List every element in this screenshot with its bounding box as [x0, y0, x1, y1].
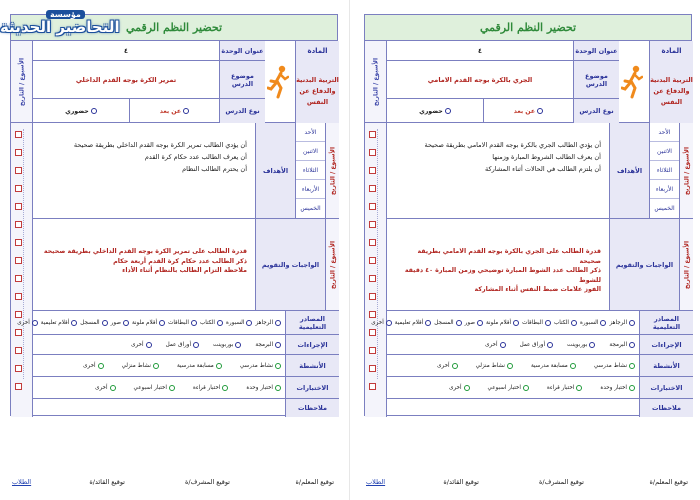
day-wed: الأربعاء: [296, 180, 325, 199]
lesson-row: [33, 61, 265, 99]
radio-icon[interactable]: [91, 108, 97, 114]
day-tue: الثلاثاء: [296, 161, 325, 180]
resources-option[interactable]: [609, 320, 635, 326]
radio-icon[interactable]: [570, 363, 576, 369]
goals-text: [33, 123, 255, 218]
type-inperson-option[interactable]: حضوري: [387, 99, 483, 123]
strategies-option-label: بوربوينت: [213, 341, 234, 348]
plan-title: تحضير النظم الرقمي: [365, 15, 691, 41]
strategies-option[interactable]: [255, 342, 281, 348]
assessment-option[interactable]: [600, 385, 635, 391]
activities-row: [387, 355, 693, 377]
day-thu: الخميس: [654, 205, 675, 212]
header-block: [33, 41, 339, 123]
checkbox[interactable]: [369, 257, 376, 264]
radio-icon[interactable]: [537, 108, 543, 114]
activities-option[interactable]: [531, 363, 576, 369]
checkbox[interactable]: [15, 131, 22, 138]
runner-icon: [619, 47, 645, 117]
strategies-options: [387, 335, 639, 354]
checkbox[interactable]: [369, 293, 376, 300]
plan-title: تحضير النظم الرقمي: [11, 15, 337, 41]
type-remote-option[interactable]: عن بعد: [483, 99, 573, 123]
resources-option[interactable]: [168, 320, 197, 326]
subject-cell: [649, 41, 693, 123]
checkbox[interactable]: [15, 347, 22, 354]
resources-option-label: المسجل: [434, 319, 454, 326]
strategies-label: الإجراءات: [639, 335, 693, 354]
sig-supervisor: توقيع المشرف/ة: [184, 478, 230, 486]
notes-row: [387, 399, 693, 417]
checkbox[interactable]: [15, 329, 22, 336]
radio-icon[interactable]: [571, 320, 577, 326]
resources-option-label: الكتاب: [199, 319, 215, 326]
subject-value: التربية البدنية والدفاع عن النفس: [650, 76, 693, 106]
activities-option-label: نشاط مدرسي: [593, 362, 627, 369]
activities-label: الأنشطة: [639, 355, 693, 376]
duties-row: [33, 219, 339, 311]
days-column: [649, 123, 679, 218]
strategies-options: [33, 335, 285, 354]
lesson-plan-page-1: [360, 4, 694, 496]
brand-logo: [0, 0, 190, 44]
goal-1: أن يؤدي الطالب تمرير الكرة بوجه القدم الداخلي بطريقة صحيحة: [73, 141, 247, 149]
duty-1: قدرة الطالب على تمرير الكرة بوجه القدم الداخلي بطريقة صحيحة: [43, 248, 247, 255]
radio-icon[interactable]: [600, 320, 606, 326]
radio-icon[interactable]: [159, 320, 165, 326]
side-checkboxes: [14, 131, 30, 401]
resources-option-label: المسجل: [80, 319, 100, 326]
duties-label: الواجبات والتقويم: [255, 219, 325, 310]
unit-label: عنوان الوحدة: [573, 41, 619, 60]
resources-option[interactable]: [132, 320, 165, 326]
radio-icon[interactable]: [589, 342, 595, 348]
lesson-label: موضوع الدرس: [219, 61, 265, 98]
assessment-option[interactable]: [449, 385, 469, 391]
checkbox[interactable]: [369, 185, 376, 192]
checkbox[interactable]: [369, 149, 376, 156]
logo-title: التحاضير الحديثة: [0, 18, 120, 36]
assessment-options: [387, 377, 639, 398]
page-divider: [349, 0, 350, 500]
days-column: [295, 123, 325, 218]
resources-option[interactable]: [41, 320, 78, 326]
resources-label: المصادر التعليمية: [639, 311, 693, 334]
assessment-option-label: اختبار وحدة: [246, 384, 273, 391]
checkbox[interactable]: [369, 167, 376, 174]
checkbox[interactable]: [15, 185, 22, 192]
plan-sheet: [364, 14, 692, 416]
radio-icon[interactable]: [629, 363, 635, 369]
type-remote-option[interactable]: عن بعد: [129, 99, 219, 123]
assessment-option-label: أخرى: [449, 384, 462, 391]
activities-option[interactable]: [122, 363, 159, 369]
radio-icon[interactable]: [153, 363, 159, 369]
activities-option-label: أخرى: [83, 362, 96, 369]
week-side: الأسبوع / التاريخ: [679, 123, 693, 218]
subject-value: التربية البدنية والدفاع عن النفس: [296, 76, 339, 106]
resources-option[interactable]: [486, 320, 519, 326]
goal-3: أن يحترم الطالب النظام: [182, 165, 247, 173]
lesson-value: تمرير الكرة بوجه القدم الداخلي: [75, 75, 177, 84]
resources-options: [17, 311, 285, 334]
activities-option[interactable]: [240, 363, 281, 369]
checkbox[interactable]: [15, 239, 22, 246]
checkbox[interactable]: [369, 239, 376, 246]
unit-value: ٤: [124, 46, 128, 55]
assessment-label: الاختبارات: [639, 377, 693, 398]
resources-option-label: أقلام ملونة: [485, 319, 512, 326]
resources-option-label: صور: [110, 319, 121, 326]
resources-option[interactable]: [395, 320, 432, 326]
checkbox[interactable]: [15, 257, 22, 264]
sig-supervisor: توقيع المشرف/ة: [538, 478, 584, 486]
sig-leader: توقيع القائد/ة: [89, 478, 125, 486]
strategies-option-label: أوراق عمل: [165, 341, 192, 348]
subject-label: المادة: [307, 47, 328, 55]
date-side: الأسبوع / التاريخ: [679, 219, 693, 310]
radio-icon[interactable]: [452, 363, 458, 369]
goals-row: [33, 123, 339, 219]
day-wed: الأربعاء: [650, 180, 679, 199]
subject-label: المادة: [661, 47, 682, 55]
duty-3: ملاحظة التزام الطالب بالنظام أثناء الأداء: [122, 267, 247, 274]
resources-option-label: السبورة: [225, 319, 245, 326]
date-side: الأسبوع / التاريخ: [325, 219, 339, 310]
goal-2: أن يعرف الطالب عدد حكام كرة القدم: [144, 153, 247, 161]
resources-option-label: السبورة: [579, 319, 599, 326]
resources-option[interactable]: [111, 320, 129, 326]
activities-option-label: نشاط مدرسي: [239, 362, 273, 369]
goals-row: [387, 123, 693, 219]
resources-option[interactable]: [554, 320, 577, 326]
checkbox[interactable]: [369, 311, 376, 318]
resources-option-label: أقلام ملونة: [131, 319, 158, 326]
lesson-value: الجري بالكرة بوجه القدم الامامي: [427, 75, 533, 84]
checkbox[interactable]: [15, 383, 22, 390]
strategies-row: [33, 335, 339, 355]
strategies-row: [387, 335, 693, 355]
sig-teacher: توقيع المعلم/ة: [295, 478, 334, 486]
notes-field[interactable]: [33, 399, 285, 417]
activities-option[interactable]: [83, 363, 103, 369]
strategies-option[interactable]: [131, 342, 151, 348]
strategies-option[interactable]: [609, 342, 635, 348]
assessment-option[interactable]: [488, 385, 529, 391]
resources-option[interactable]: [434, 320, 461, 326]
day-sun: الأحد: [296, 123, 325, 142]
resources-option-label: أقلام تعليمية: [40, 319, 70, 326]
plan-sheet: [10, 14, 338, 416]
resources-label: المصادر التعليمية: [285, 311, 339, 334]
checkbox[interactable]: [369, 221, 376, 228]
radio-icon[interactable]: [425, 320, 431, 326]
resources-option[interactable]: [255, 320, 281, 326]
checkbox[interactable]: [15, 365, 22, 372]
type-label: نوع الدرس: [573, 99, 619, 123]
radio-icon[interactable]: [456, 320, 462, 326]
strategies-option-label: البرمجة: [609, 341, 627, 348]
resources-option-label: البطاقات: [522, 319, 543, 326]
side-heading: الأسبوع / التاريخ: [365, 41, 387, 123]
strategies-option-label: أخرى: [131, 341, 144, 348]
goals-label: الأهداف: [609, 123, 649, 218]
radio-icon[interactable]: [507, 363, 513, 369]
radio-icon[interactable]: [386, 320, 392, 326]
radio-icon[interactable]: [193, 342, 199, 348]
radio-icon[interactable]: [523, 385, 529, 391]
checkbox[interactable]: [15, 149, 22, 156]
activities-label: الأنشطة: [285, 355, 339, 376]
checkbox[interactable]: [369, 329, 376, 336]
radio-icon[interactable]: [123, 320, 129, 326]
radio-icon[interactable]: [246, 320, 252, 326]
resources-option-label: الرجاهز: [609, 319, 627, 326]
type-row: [33, 99, 265, 123]
checkbox[interactable]: [369, 275, 376, 282]
duty-2: ذكر الطالب عدد حكام كرة القدم أربعة حكام: [113, 257, 247, 265]
checkbox[interactable]: [369, 365, 376, 372]
activities-options: [33, 355, 285, 376]
assessment-row: [387, 377, 693, 399]
lesson-row: [387, 61, 619, 99]
resources-option[interactable]: [465, 320, 483, 326]
strategies-option[interactable]: [485, 342, 505, 348]
radio-icon[interactable]: [477, 320, 483, 326]
radio-icon[interactable]: [146, 342, 152, 348]
signatures: [360, 478, 694, 492]
radio-icon[interactable]: [464, 385, 470, 391]
activities-option[interactable]: [437, 363, 457, 369]
resources-row: [17, 311, 339, 335]
assessment-option-label: اختبار اسبوعي: [487, 384, 521, 391]
assessment-options: [33, 377, 285, 398]
duties-text: [387, 219, 609, 310]
goals-label: الأهداف: [255, 123, 295, 218]
resources-row: [371, 311, 693, 335]
assessment-option-label: أخرى: [95, 384, 108, 391]
radio-icon[interactable]: [576, 385, 582, 391]
subject-cell: [295, 41, 339, 123]
resources-option[interactable]: [580, 320, 606, 326]
unit-value: ٤: [478, 46, 482, 55]
checkbox[interactable]: [15, 221, 22, 228]
side-checklist: [365, 41, 387, 417]
strategies-option[interactable]: [520, 342, 553, 348]
side-checkboxes: [368, 131, 384, 401]
radio-icon[interactable]: [629, 385, 635, 391]
activities-row: [33, 355, 339, 377]
students-link[interactable]: الطلاب: [12, 478, 32, 486]
strategies-option-label: أخرى: [485, 341, 498, 348]
resources-option-label: أقلام تعليمية: [394, 319, 424, 326]
assessment-option[interactable]: [547, 385, 582, 391]
radio-icon[interactable]: [32, 320, 38, 326]
type-inperson-option[interactable]: حضوري: [33, 99, 129, 123]
radio-icon[interactable]: [629, 320, 635, 326]
week-side: الأسبوع / التاريخ: [325, 123, 339, 218]
radio-icon[interactable]: [500, 342, 506, 348]
activities-option-label: نشاط منزلي: [121, 362, 151, 369]
strategies-option[interactable]: [567, 342, 595, 348]
day-tue: الثلاثاء: [650, 161, 679, 180]
checkbox[interactable]: [15, 311, 22, 318]
checkbox[interactable]: [369, 347, 376, 354]
unit-row: [33, 41, 265, 61]
activities-option[interactable]: [594, 363, 635, 369]
logo-subtitle: مؤسسة: [46, 10, 85, 19]
plan-grid: [371, 41, 693, 417]
radio-icon[interactable]: [445, 108, 451, 114]
duty-3: الفوز علامات ضبط النفس أثناء المشاركة: [474, 286, 601, 293]
assessment-option[interactable]: [246, 385, 281, 391]
activities-option[interactable]: [177, 363, 222, 369]
radio-icon[interactable]: [513, 320, 519, 326]
resources-option[interactable]: [226, 320, 252, 326]
notes-label: ملاحظات: [639, 399, 693, 417]
side-checklist: [11, 41, 33, 417]
resources-option-label: البطاقات: [168, 319, 189, 326]
plan-grid: [17, 41, 339, 417]
day-mon: الاثنين: [650, 142, 679, 161]
type-row: [387, 99, 619, 123]
radio-icon[interactable]: [235, 342, 241, 348]
radio-icon[interactable]: [98, 363, 104, 369]
checkbox[interactable]: [15, 203, 22, 210]
goals-text: [387, 123, 609, 218]
type-label: نوع الدرس: [219, 99, 265, 123]
resources-option-label: صور: [464, 319, 475, 326]
activities-option-label: مسابقة مدرسية: [176, 362, 214, 369]
radio-icon[interactable]: [222, 385, 228, 391]
radio-icon[interactable]: [545, 320, 551, 326]
lesson-label: موضوع الدرس: [573, 61, 619, 98]
activities-option-label: مسابقة مدرسية: [530, 362, 568, 369]
assessment-label: الاختبارات: [285, 377, 339, 398]
assessment-option-label: اختبار قراءة: [192, 384, 221, 391]
radio-icon[interactable]: [216, 363, 222, 369]
duties-row: [387, 219, 693, 311]
checkbox[interactable]: [15, 293, 22, 300]
unit-row: [387, 41, 619, 61]
day-thu: الخميس: [300, 205, 321, 212]
duty-1: قدرة الطالب على الجري بالكرة بوجه القدم الامامي بطريقة صحيحة: [417, 248, 601, 265]
resources-options: [371, 311, 639, 334]
duties-text: [33, 219, 255, 310]
notes-row: [33, 399, 339, 417]
header-block: [387, 41, 693, 123]
duty-2: ذكر الطالب عدد الشوط المبارة توضيحي وزمن المبارة ٤٠ دقيقة للشوط: [404, 267, 601, 284]
radio-icon[interactable]: [275, 320, 281, 326]
resources-option[interactable]: [522, 320, 551, 326]
notes-field[interactable]: [387, 399, 639, 417]
goal-1: أن يؤدي الطالب الجري بالكرة بوجه القدم الامامي بطريقة صحيحة: [424, 141, 601, 149]
checkbox[interactable]: [15, 167, 22, 174]
assessment-option-label: اختبار وحدة: [600, 384, 627, 391]
radio-icon[interactable]: [183, 108, 189, 114]
sig-leader: توقيع القائد/ة: [443, 478, 479, 486]
resources-option[interactable]: [371, 320, 391, 326]
activities-option-label: نشاط منزلي: [475, 362, 505, 369]
radio-icon[interactable]: [191, 320, 197, 326]
lesson-plan-page-2: [6, 4, 340, 496]
checkbox[interactable]: [369, 383, 376, 390]
assessment-option[interactable]: [95, 385, 115, 391]
strategies-option[interactable]: [166, 342, 199, 348]
resources-option-label: أخرى: [17, 319, 30, 326]
radio-icon[interactable]: [102, 320, 108, 326]
assessment-option[interactable]: [193, 385, 228, 391]
duties-label: الواجبات والتقويم: [609, 219, 679, 310]
assessment-option-label: اختبار اسبوعي: [133, 384, 167, 391]
resources-option-label: الرجاهز: [255, 319, 273, 326]
radio-icon[interactable]: [275, 385, 281, 391]
goal-3: أن يلتزم الطالب في الحالات أثناء المشاركة: [485, 165, 601, 173]
radio-icon[interactable]: [110, 385, 116, 391]
radio-icon[interactable]: [547, 342, 553, 348]
radio-icon[interactable]: [275, 342, 281, 348]
goal-2: أن يعرف الطالب الشروط المبارة وزمنها: [492, 153, 601, 161]
activities-option[interactable]: [476, 363, 513, 369]
radio-icon[interactable]: [217, 320, 223, 326]
strategies-option-label: البرمجة: [255, 341, 273, 348]
assessment-row: [33, 377, 339, 399]
checkbox[interactable]: [369, 131, 376, 138]
strategies-label: الإجراءات: [285, 335, 339, 354]
resources-option[interactable]: [200, 320, 223, 326]
strategies-option[interactable]: [213, 342, 241, 348]
notes-label: ملاحظات: [285, 399, 339, 417]
resources-option[interactable]: [17, 320, 37, 326]
day-mon: الاثنين: [296, 142, 325, 161]
resources-option-label: أخرى: [371, 319, 384, 326]
unit-label: عنوان الوحدة: [219, 41, 265, 60]
resources-option[interactable]: [80, 320, 107, 326]
checkbox[interactable]: [369, 203, 376, 210]
radio-icon[interactable]: [169, 385, 175, 391]
activities-option-label: أخرى: [437, 362, 450, 369]
strategies-option-label: بوربوينت: [567, 341, 588, 348]
side-heading: الأسبوع / التاريخ: [11, 41, 33, 123]
radio-icon[interactable]: [275, 363, 281, 369]
day-sun: الأحد: [650, 123, 679, 142]
radio-icon[interactable]: [71, 320, 77, 326]
resources-option-label: الكتاب: [553, 319, 569, 326]
assessment-option-label: اختبار قراءة: [546, 384, 575, 391]
radio-icon[interactable]: [629, 342, 635, 348]
checkbox[interactable]: [15, 275, 22, 282]
students-link[interactable]: الطلاب: [366, 478, 386, 486]
strategies-option-label: أوراق عمل: [519, 341, 546, 348]
assessment-option[interactable]: [134, 385, 175, 391]
signatures: [6, 478, 340, 492]
activities-options: [387, 355, 639, 376]
sig-teacher: توقيع المعلم/ة: [649, 478, 688, 486]
runner-icon: [265, 47, 291, 117]
